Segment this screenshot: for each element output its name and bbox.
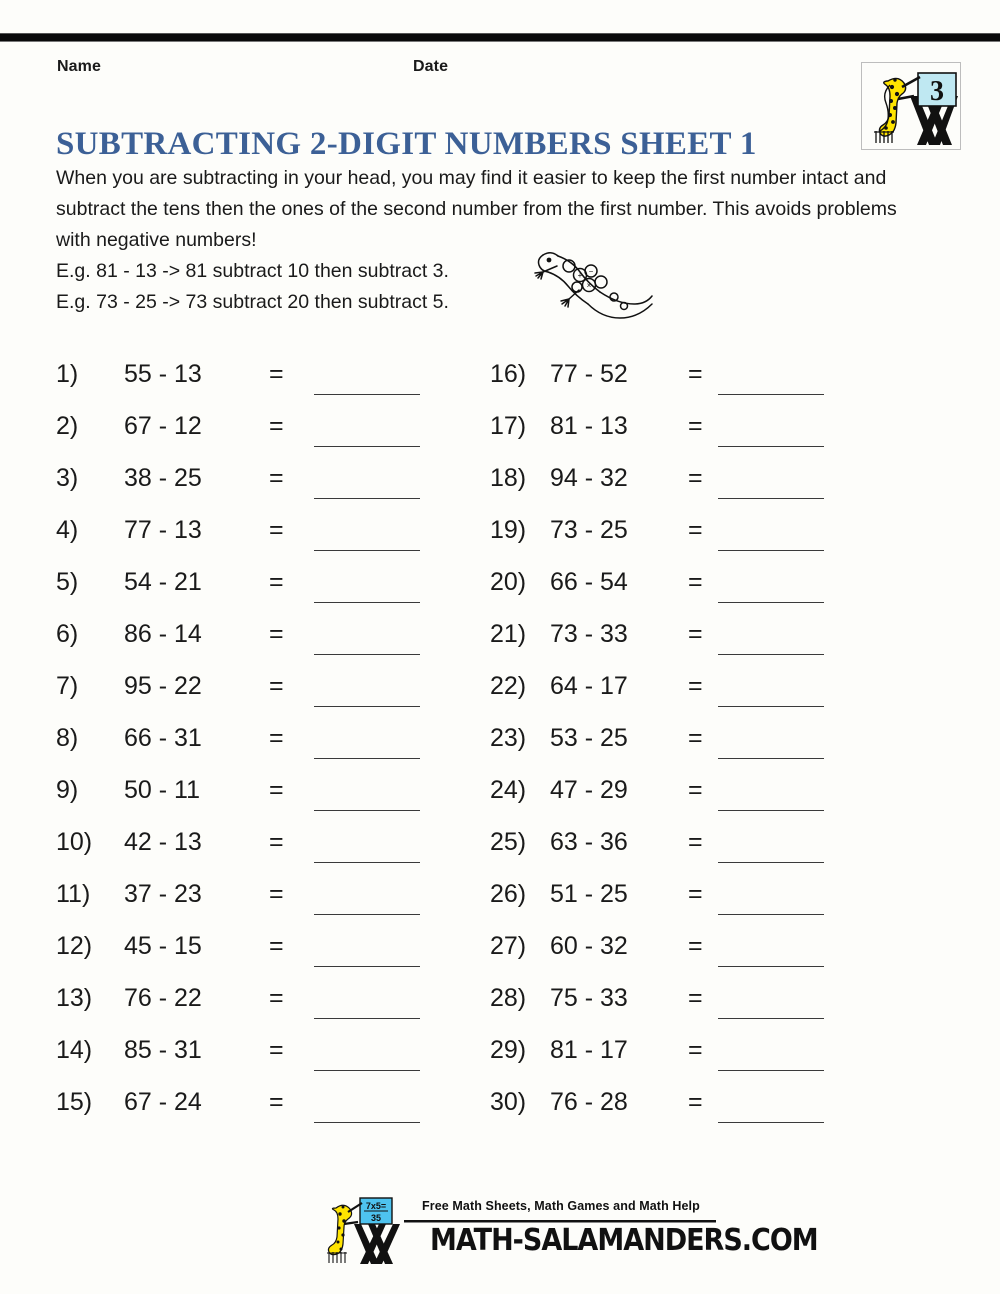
problem-number: 22) xyxy=(490,672,527,700)
equals-sign: = xyxy=(688,984,703,1012)
equals-sign: = xyxy=(688,620,703,648)
answer-blank[interactable] xyxy=(718,654,824,655)
problem-expression: 54 - 21 xyxy=(124,568,202,596)
problem-expression: 66 - 31 xyxy=(124,724,202,752)
problem-expression: 81 - 13 xyxy=(550,412,628,440)
answer-blank[interactable] xyxy=(718,706,824,707)
problem-row xyxy=(56,511,426,563)
svg-text:+: + xyxy=(577,271,583,280)
answer-blank[interactable] xyxy=(314,1018,420,1019)
answer-blank[interactable] xyxy=(314,966,420,967)
problem-expression: 76 - 28 xyxy=(550,1088,628,1116)
problem-number: 16) xyxy=(490,360,527,388)
example-line-2: E.g. 73 - 25 -> 73 subtract 20 then subtract 5. xyxy=(56,291,449,313)
problem-expression: 94 - 32 xyxy=(550,464,628,492)
equals-sign: = xyxy=(269,984,284,1012)
problem-expression: 66 - 54 xyxy=(550,568,628,596)
svg-text:−: − xyxy=(588,267,594,276)
problem-expression: 64 - 17 xyxy=(550,672,628,700)
problem-row xyxy=(56,771,426,823)
answer-blank[interactable] xyxy=(314,654,420,655)
problem-expression: 76 - 22 xyxy=(124,984,202,1012)
problem-number: 8) xyxy=(56,724,79,752)
problem-row xyxy=(56,563,426,615)
answer-blank[interactable] xyxy=(314,446,420,447)
problem-row xyxy=(56,407,426,459)
answer-blank[interactable] xyxy=(314,394,420,395)
equals-sign: = xyxy=(269,516,284,544)
problem-expression: 77 - 52 xyxy=(550,360,628,388)
problem-expression: 50 - 11 xyxy=(124,776,200,804)
instructions-block xyxy=(56,163,928,318)
problem-expression: 77 - 13 xyxy=(124,516,202,544)
problem-row xyxy=(56,823,426,875)
date-label: Date xyxy=(413,58,449,75)
equals-sign: = xyxy=(269,360,284,388)
svg-text:×: × xyxy=(586,281,592,290)
problem-expression: 38 - 25 xyxy=(124,464,202,492)
answer-blank[interactable] xyxy=(718,914,824,915)
problem-row xyxy=(490,771,860,823)
problem-row xyxy=(490,563,860,615)
problem-number: 14) xyxy=(56,1036,93,1064)
problem-number: 25) xyxy=(490,828,527,856)
answer-blank[interactable] xyxy=(314,810,420,811)
problem-number: 4) xyxy=(56,516,79,544)
problem-expression: 81 - 17 xyxy=(550,1036,628,1064)
problem-number: 20) xyxy=(490,568,527,596)
instructions-paragraph: When you are subtracting in your head, you may find it easier to keep the first number intact and subtract the tens then the ones of the second number from the first number. This avoids problems with negative numbers! xyxy=(56,167,897,251)
problem-number: 28) xyxy=(490,984,527,1012)
answer-blank[interactable] xyxy=(718,446,824,447)
problem-row xyxy=(490,511,860,563)
equals-sign: = xyxy=(269,412,284,440)
problem-expression: 73 - 33 xyxy=(550,620,628,648)
problem-row xyxy=(490,979,860,1031)
problem-expression: 86 - 14 xyxy=(124,620,202,648)
problem-row xyxy=(56,355,426,407)
equals-sign: = xyxy=(688,516,703,544)
header-divider-rule xyxy=(0,33,1000,42)
answer-blank[interactable] xyxy=(314,602,420,603)
equals-sign: = xyxy=(688,932,703,960)
problem-row xyxy=(56,1031,426,1083)
salamander-logo-icon xyxy=(326,1194,436,1266)
problem-row xyxy=(490,823,860,875)
problem-row xyxy=(490,667,860,719)
problem-number: 2) xyxy=(56,412,79,440)
problem-number: 19) xyxy=(490,516,527,544)
equals-sign: = xyxy=(269,568,284,596)
problem-number: 27) xyxy=(490,932,527,960)
problem-row xyxy=(490,719,860,771)
problem-number: 3) xyxy=(56,464,79,492)
equals-sign: = xyxy=(269,880,284,908)
footer-tagline: Free Math Sheets, Math Games and Math Help xyxy=(422,1199,700,1213)
equals-sign: = xyxy=(688,776,703,804)
problem-row xyxy=(490,355,860,407)
problem-number: 1) xyxy=(56,360,79,388)
answer-blank[interactable] xyxy=(718,498,824,499)
problem-number: 24) xyxy=(490,776,527,804)
problem-expression: 53 - 25 xyxy=(550,724,628,752)
equals-sign: = xyxy=(688,412,703,440)
problem-number: 23) xyxy=(490,724,527,752)
problem-number: 13) xyxy=(56,984,93,1012)
equals-sign: = xyxy=(269,464,284,492)
problem-number: 15) xyxy=(56,1088,93,1116)
name-label: Name xyxy=(57,58,101,75)
answer-blank[interactable] xyxy=(314,758,420,759)
problem-expression: 85 - 31 xyxy=(124,1036,202,1064)
answer-blank[interactable] xyxy=(314,914,420,915)
equals-sign: = xyxy=(269,932,284,960)
equals-sign: = xyxy=(688,828,703,856)
equals-sign: = xyxy=(688,568,703,596)
problem-number: 17) xyxy=(490,412,527,440)
problem-expression: 95 - 22 xyxy=(124,672,202,700)
problem-number: 18) xyxy=(490,464,527,492)
answer-blank[interactable] xyxy=(718,1018,824,1019)
equals-sign: = xyxy=(269,620,284,648)
problem-row xyxy=(490,927,860,979)
problem-row xyxy=(56,667,426,719)
problem-number: 7) xyxy=(56,672,79,700)
logo-board-text-bottom: 35 xyxy=(370,1213,382,1223)
problem-number: 29) xyxy=(490,1036,527,1064)
problem-row xyxy=(490,1031,860,1083)
problem-number: 26) xyxy=(490,880,527,908)
logo-board-text-top: 7x5= xyxy=(365,1201,387,1211)
problem-expression: 45 - 15 xyxy=(124,932,202,960)
problem-expression: 67 - 24 xyxy=(124,1088,202,1116)
equals-sign: = xyxy=(269,1088,284,1116)
equals-sign: = xyxy=(688,1088,703,1116)
footer-logo-block xyxy=(326,1192,818,1268)
page-title: SUBTRACTING 2-DIGIT NUMBERS SHEET 1 xyxy=(56,126,757,163)
answer-blank[interactable] xyxy=(718,1070,824,1071)
problem-number: 21) xyxy=(490,620,527,648)
problem-expression: 55 - 13 xyxy=(124,360,202,388)
problem-row xyxy=(490,1083,860,1135)
problem-row xyxy=(490,407,860,459)
problems-right-column xyxy=(490,355,860,1135)
equals-sign: = xyxy=(269,776,284,804)
problem-number: 10) xyxy=(56,828,93,856)
answer-blank[interactable] xyxy=(314,862,420,863)
problem-number: 5) xyxy=(56,568,79,596)
problem-row xyxy=(490,615,860,667)
equals-sign: = xyxy=(688,464,703,492)
problem-row xyxy=(56,979,426,1031)
footer xyxy=(0,1192,1000,1272)
grade-number: 3 xyxy=(930,76,944,107)
answer-blank[interactable] xyxy=(314,550,420,551)
answer-blank[interactable] xyxy=(314,1122,420,1123)
equals-sign: = xyxy=(269,724,284,752)
answer-blank[interactable] xyxy=(314,706,420,707)
equals-sign: = xyxy=(688,360,703,388)
equals-sign: = xyxy=(269,828,284,856)
answer-blank[interactable] xyxy=(718,758,824,759)
problem-row xyxy=(56,719,426,771)
problem-row xyxy=(56,615,426,667)
problems-left-column xyxy=(56,355,426,1135)
problem-row xyxy=(56,875,426,927)
problem-expression: 42 - 13 xyxy=(124,828,202,856)
problem-expression: 37 - 23 xyxy=(124,880,202,908)
problem-expression: 60 - 32 xyxy=(550,932,628,960)
problem-number: 30) xyxy=(490,1088,527,1116)
problem-number: 6) xyxy=(56,620,79,648)
answer-blank[interactable] xyxy=(718,862,824,863)
answer-blank[interactable] xyxy=(314,498,420,499)
answer-blank[interactable] xyxy=(718,810,824,811)
answer-blank[interactable] xyxy=(718,966,824,967)
problem-row xyxy=(56,1083,426,1135)
equals-sign: = xyxy=(688,724,703,752)
equals-sign: = xyxy=(269,672,284,700)
problem-number: 11) xyxy=(56,880,91,908)
answer-blank[interactable] xyxy=(718,394,824,395)
problem-number: 9) xyxy=(56,776,79,804)
answer-blank[interactable] xyxy=(718,602,824,603)
grade-badge xyxy=(861,62,961,150)
answer-blank[interactable] xyxy=(718,550,824,551)
equals-sign: = xyxy=(688,672,703,700)
problem-row xyxy=(490,875,860,927)
problem-row xyxy=(490,459,860,511)
problem-expression: 63 - 36 xyxy=(550,828,628,856)
problem-expression: 51 - 25 xyxy=(550,880,628,908)
footer-domain-text: MATH-SALAMANDERS.COM xyxy=(430,1223,818,1258)
equals-sign: = xyxy=(688,1036,703,1064)
problem-expression: 47 - 29 xyxy=(550,776,628,804)
answer-blank[interactable] xyxy=(314,1070,420,1071)
salamander-easel-icon xyxy=(862,63,960,149)
problem-expression: 75 - 33 xyxy=(550,984,628,1012)
example-line-1: E.g. 81 - 13 -> 81 subtract 10 then subtract 3. xyxy=(56,260,449,282)
problem-expression: 73 - 25 xyxy=(550,516,628,544)
problem-number: 12) xyxy=(56,932,93,960)
salamander-outline-icon xyxy=(527,241,667,323)
answer-blank[interactable] xyxy=(718,1122,824,1123)
problem-row xyxy=(56,459,426,511)
problem-expression: 67 - 12 xyxy=(124,412,202,440)
problem-row xyxy=(56,927,426,979)
equals-sign: = xyxy=(269,1036,284,1064)
equals-sign: = xyxy=(688,880,703,908)
